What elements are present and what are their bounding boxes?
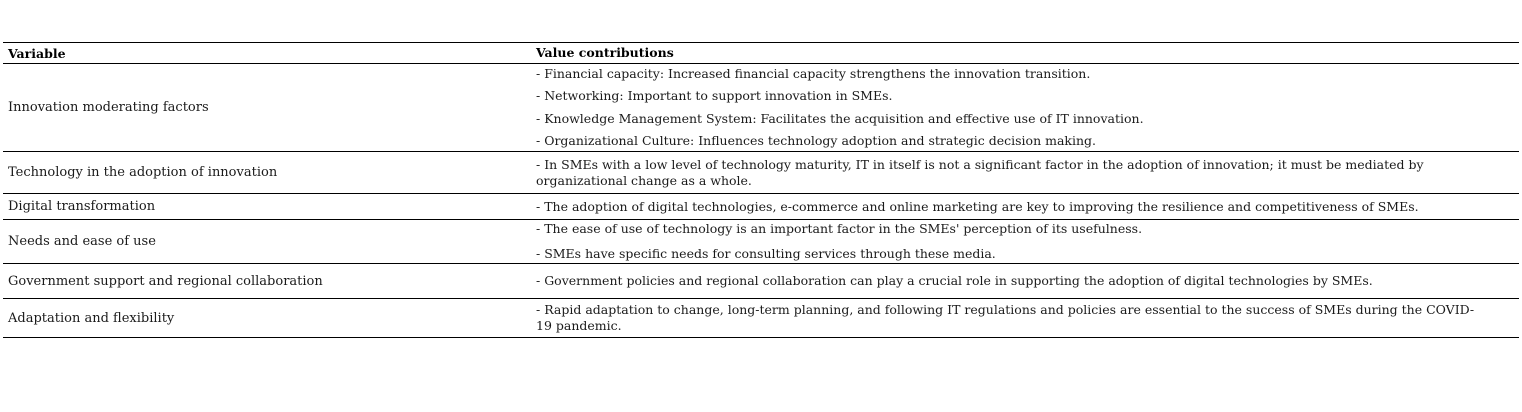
header-value-contributions: Value contributions xyxy=(536,45,674,60)
value-cell xyxy=(536,264,1519,298)
contribution-item: - Financial capacity: Increased financial capacity strengthens the innovation transition. xyxy=(536,66,1091,81)
variable-cell: Government support and regional collaboration xyxy=(8,273,323,289)
contribution-item: - In SMEs with a low level of technology maturity, IT in itself is not a significant factor in the adoption of innovation; it must be mediated by organizational change as a whole. xyxy=(536,156,1424,188)
table-row xyxy=(3,63,1519,151)
contribution-item: - Organizational Culture: Influences technology adoption and strategic decision making. xyxy=(536,132,1096,148)
value-cell xyxy=(536,299,1519,337)
contribution-item: - The adoption of digital technologies, e-commerce and online marketing are key to improving the resilience and competitiveness of SMEs. xyxy=(536,198,1419,214)
value-cell xyxy=(536,152,1519,193)
table-row xyxy=(3,193,1519,219)
contribution-item: - Rapid adaptation to change, long-term planning, and following IT regulations and policies are essential to the success of SMEs during the COVID-19 pandemic. xyxy=(536,302,1475,333)
contribution-item: - Government policies and regional collaboration can play a crucial role in supporting the adoption of digital technologies by SMEs. xyxy=(536,273,1373,288)
variable-cell: Needs and ease of use xyxy=(8,234,156,249)
contribution-item: - The ease of use of technology is an important factor in the SMEs' perception of its usefulness. xyxy=(536,221,1143,236)
variable-cell: Adaptation and flexibility xyxy=(8,310,175,326)
contribution-item: - Knowledge Management System: Facilitates the acquisition and effective use of IT innovation. xyxy=(536,110,1144,126)
value-cell xyxy=(536,194,1519,219)
table-header-row xyxy=(3,43,1519,63)
value-contributions-table xyxy=(3,42,1519,338)
value-cell xyxy=(536,220,1519,263)
table-row xyxy=(3,298,1519,337)
variable-cell: Technology in the adoption of innovation xyxy=(8,165,278,180)
header-variable: Variable xyxy=(8,45,66,61)
variable-cell: Digital transformation xyxy=(8,199,156,214)
variable-cell: Innovation moderating factors xyxy=(8,100,209,115)
contribution-item: - SMEs have specific needs for consulting services through these media. xyxy=(536,246,996,261)
contribution-item: - Networking: Important to support innovation in SMEs. xyxy=(536,88,893,104)
table-row xyxy=(3,263,1519,298)
table-row xyxy=(3,219,1519,263)
table-row xyxy=(3,151,1519,193)
value-cell xyxy=(536,64,1519,151)
